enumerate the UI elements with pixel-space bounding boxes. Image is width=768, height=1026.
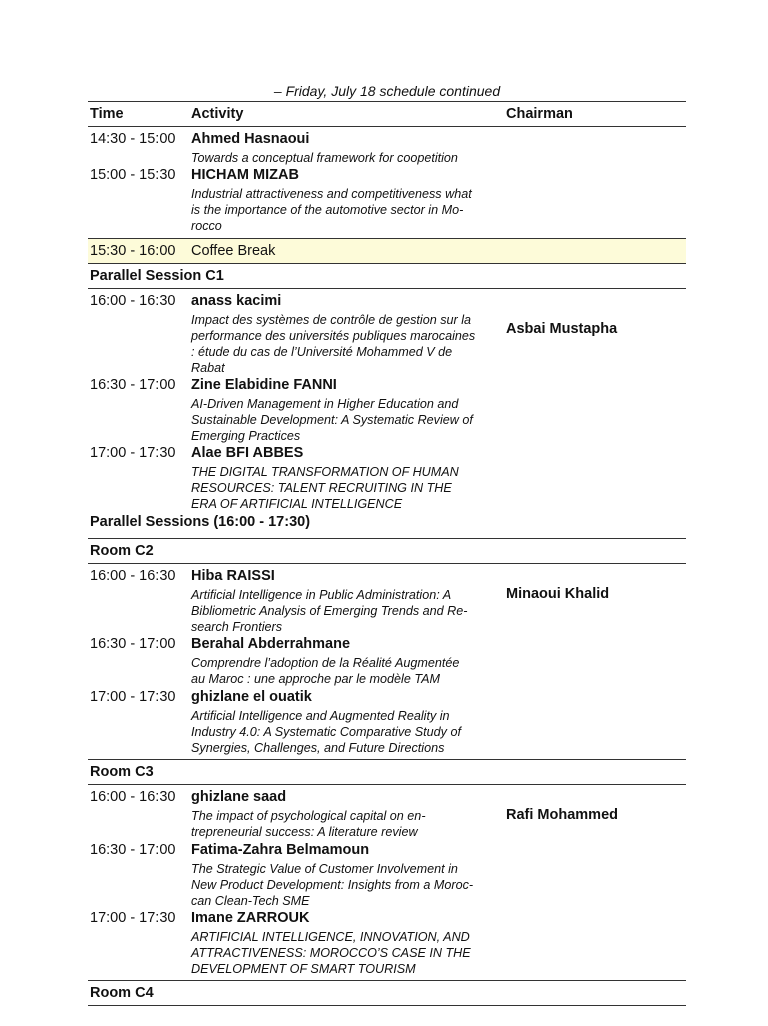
coffee-break-time: 15:30 - 16:00: [90, 243, 176, 259]
talk-speaker: ghizlane saad: [191, 789, 287, 805]
talk-time: 15:00 - 15:30: [90, 167, 176, 183]
talk-title: Artificial Intelligence and Augmented Reality in Industry 4.0: A Systematic Comparative Study of Synergies, Challenges, and Future Directions: [191, 709, 461, 755]
table-caption: – Friday, July 18 schedule continued: [273, 83, 501, 99]
row-rule: [88, 980, 686, 981]
session-chairman: Minaoui Khalid: [506, 586, 610, 602]
talk-title: The impact of psychological capital on en- trepreneurial success: A literature review: [191, 809, 426, 839]
talk-speaker: Alae BFI ABBES: [191, 445, 304, 461]
row-rule: [88, 263, 686, 264]
talk-title: THE DIGITAL TRANSFORMATION OF HUMAN RESOURCES: TALENT RECRUITING IN THE ERA OF ARTIFICIAL INTELLIGENCE: [191, 465, 459, 511]
row-rule: [88, 1005, 686, 1006]
talk-title: Impact des systèmes de contrôle de gestion sur la performance des universités publiques marocaines : étude du cas de l’Université Mohammed V de Rabat: [191, 313, 476, 375]
row-rule: [88, 538, 686, 539]
talk-title: ARTIFICIAL INTELLIGENCE, INNOVATION, AND ATTRACTIVENESS: MOROCCO’S CASE IN THE DEVELOPMENT OF SMART TOURISM: [191, 930, 471, 976]
talk-time: 16:30 - 17:00: [90, 377, 176, 393]
talk-speaker: Zine Elabidine FANNI: [191, 377, 337, 393]
talk-speaker: Imane ZARROUK: [191, 910, 310, 926]
talk-speaker: Berahal Abderrahmane: [191, 636, 351, 652]
column-header-time: Time: [90, 106, 124, 122]
talk-time: 16:30 - 17:00: [90, 842, 176, 858]
talk-title: The Strategic Value of Customer Involvement in New Product Development: Insights from a Moroc- can Clean-Tech SME: [191, 862, 474, 908]
talk-title: Towards a conceptual framework for coopetition: [191, 151, 458, 165]
talk-speaker: Fatima-Zahra Belmamoun: [191, 842, 370, 858]
parallel-sessions-heading: Parallel Sessions (16:00 - 17:30): [90, 514, 311, 530]
column-header-chairman: Chairman: [506, 106, 573, 122]
coffee-break-row: [88, 239, 686, 263]
talk-time: 16:00 - 16:30: [90, 568, 176, 584]
row-rule: [88, 784, 686, 785]
room-heading-c2: Room C2: [90, 543, 154, 559]
header-rule: [88, 126, 686, 127]
talk-time: 14:30 - 15:00: [90, 131, 176, 147]
row-rule: [88, 759, 686, 760]
session-heading-c1: Parallel Session C1: [90, 268, 224, 284]
talk-speaker: Hiba RAISSI: [191, 568, 275, 584]
coffee-break-label: Coffee Break: [191, 243, 276, 259]
talk-speaker: HICHAM MIZAB: [191, 167, 299, 183]
talk-time: 16:00 - 16:30: [90, 293, 176, 309]
room-heading-c4: Room C4: [90, 985, 154, 1001]
column-header-activity: Activity: [191, 106, 244, 122]
row-rule: [88, 288, 686, 289]
room-heading-c3: Room C3: [90, 764, 154, 780]
talk-time: 17:00 - 17:30: [90, 689, 176, 705]
talk-time: 16:30 - 17:00: [90, 636, 176, 652]
session-chairman: Rafi Mohammed: [506, 807, 618, 823]
talk-title: AI-Driven Management in Higher Education and Sustainable Development: A Systematic Review of Emerging Practices: [191, 397, 473, 443]
talk-time: 17:00 - 17:30: [90, 910, 176, 926]
session-chairman: Asbai Mustapha: [506, 321, 618, 337]
table-top-rule: [88, 101, 686, 102]
talk-title: Industrial attractiveness and competitiveness what is the importance of the automotive sector in Mo- rocco: [191, 187, 472, 233]
talk-time: 17:00 - 17:30: [90, 445, 176, 461]
talk-speaker: anass kacimi: [191, 293, 282, 309]
row-rule: [88, 563, 686, 564]
talk-time: 16:00 - 16:30: [90, 789, 176, 805]
talk-speaker: ghizlane el ouatik: [191, 689, 312, 705]
talk-title: Comprendre l’adoption de la Réalité Augmentée au Maroc : une approche par le modèle TAM: [191, 656, 460, 686]
talk-title: Artificial Intelligence in Public Administration: A Bibliometric Analysis of Emerging Trends and Re- search Frontiers: [191, 588, 468, 634]
talk-speaker: Ahmed Hasnaoui: [191, 131, 310, 147]
